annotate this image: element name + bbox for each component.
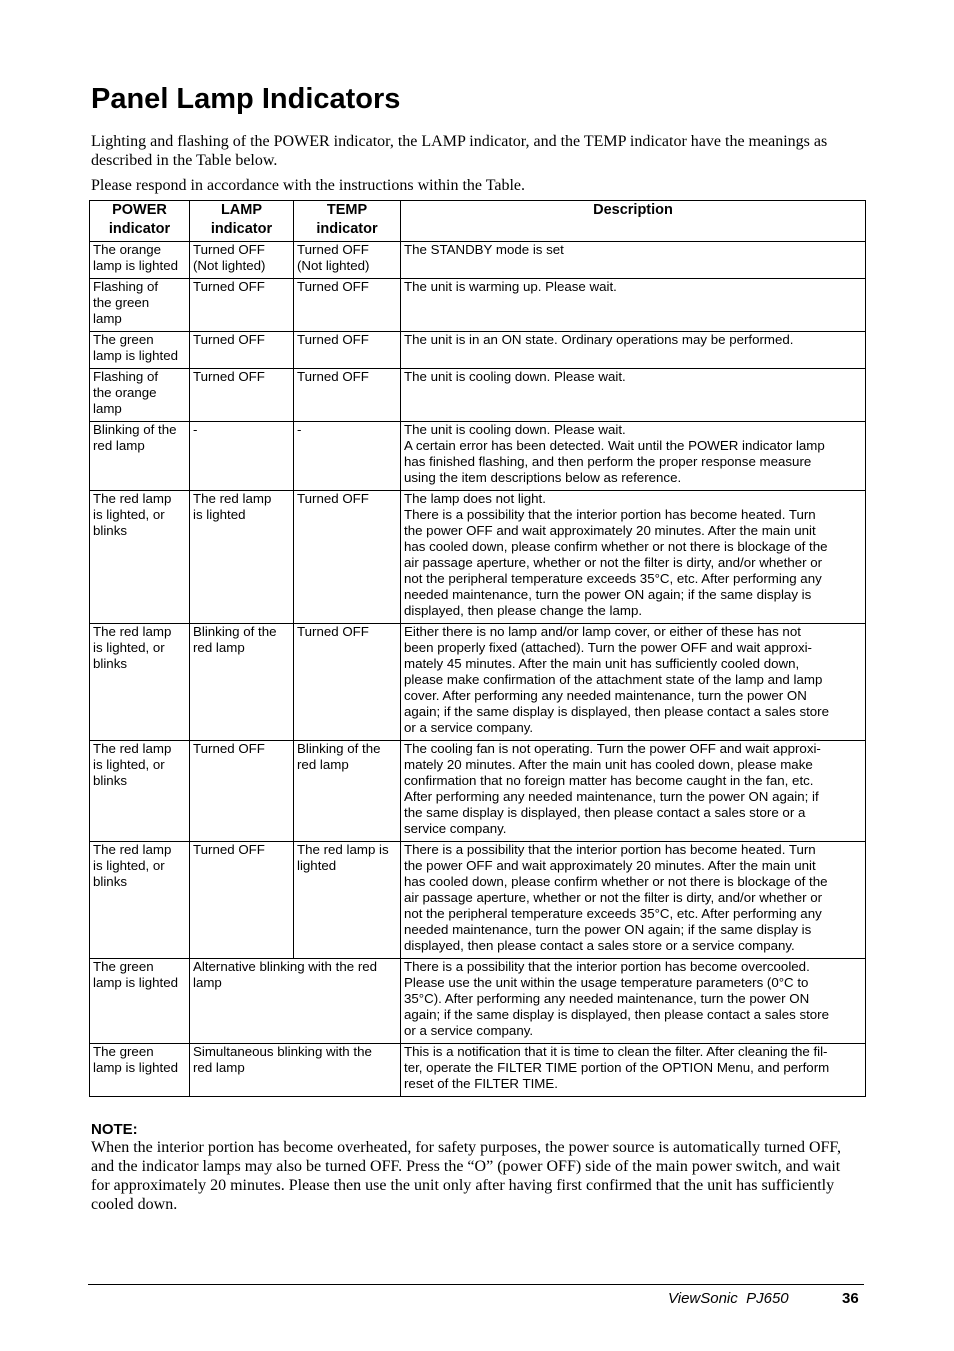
table-row xyxy=(90,422,866,491)
table-row xyxy=(90,242,866,279)
lamp-cell: Turned OFF xyxy=(190,369,294,422)
lamp-temp-cell: Simultaneous blinking with the red lamp xyxy=(190,1044,401,1097)
table-row xyxy=(90,491,866,624)
intro-instruction: Please respond in accordance with the instructions within the Table. xyxy=(91,177,526,194)
table-row xyxy=(90,624,866,741)
power-cell: The orange lamp is lighted xyxy=(90,242,190,279)
table-row xyxy=(90,279,866,332)
power-cell: The green lamp is lighted xyxy=(90,959,190,1044)
indicator-table xyxy=(89,200,866,1097)
description-cell: The unit is warming up. Please wait. xyxy=(401,279,866,332)
lamp-temp-cell: Alternative blinking with the red lamp xyxy=(190,959,401,1044)
table-row xyxy=(90,842,866,959)
power-cell: The green lamp is lighted xyxy=(90,1044,190,1097)
power-cell: The red lamp is lighted, or blinks xyxy=(90,491,190,624)
lamp-cell: The red lamp is lighted xyxy=(190,491,294,624)
note-body: When the interior portion has become overheated, for safety purposes, the power source is automatically turned OFF, and the indicator lamps may also be turned OFF. Press the “O” (power OFF) side of the main power switch, and wait for approximately 20 minutes. Please then use the unit only after having first confirmed that the unit has sufficiently cooled down. xyxy=(91,1139,842,1213)
header-temp: TEMP indicator xyxy=(294,201,401,242)
footer-brand: ViewSonic PJ650 xyxy=(668,1290,789,1307)
header-description: Description xyxy=(401,201,866,242)
description-cell: There is a possibility that the interior portion has become overcooled. Please use the unit within the usage temperature parameters (0°C to 35°C). After performing any needed maintenance, turn the power ON again; if the same display is displayed, then please contact a sales store or a service company. xyxy=(401,959,866,1044)
temp-cell: Turned OFF (Not lighted) xyxy=(294,242,401,279)
temp-cell: Turned OFF xyxy=(294,624,401,741)
table-row xyxy=(90,369,866,422)
power-cell: The red lamp is lighted, or blinks xyxy=(90,741,190,842)
description-cell: There is a possibility that the interior portion has become heated. Turn the power OFF and wait approximately 20 minutes. After the main unit has cooled down, please confirm whether or not there is blockage of the air passage aperture, whether or not the filter is dirty, and/or whether or not the peripheral temperature exceeds 35°C, etc. After performing any needed maintenance, turn the power ON again; if the same display is displayed, then please contact a sales store or a service company. xyxy=(401,842,866,959)
power-cell: The red lamp is lighted, or blinks xyxy=(90,842,190,959)
temp-cell: Turned OFF xyxy=(294,491,401,624)
description-cell: The unit is cooling down. Please wait. xyxy=(401,369,866,422)
power-cell: Flashing of the green lamp xyxy=(90,279,190,332)
temp-cell: The red lamp is lighted xyxy=(294,842,401,959)
header-power: POWER indicator xyxy=(90,201,190,242)
description-cell: The unit is cooling down. Please wait. A certain error has been detected. Wait until the POWER indicator lamp has finished flashing, and then perform the proper response measure using the item descriptions below as reference. xyxy=(401,422,866,491)
temp-cell: - xyxy=(294,422,401,491)
table-row xyxy=(90,741,866,842)
description-cell: This is a notification that it is time to clean the filter. After cleaning the fil- ter, operate the FILTER TIME portion of the OPTION Menu, and perform reset of the FILTER TIME. xyxy=(401,1044,866,1097)
note-heading: NOTE: xyxy=(91,1121,138,1138)
lamp-cell: Turned OFF (Not lighted) xyxy=(190,242,294,279)
lamp-cell: Turned OFF xyxy=(190,332,294,369)
lamp-cell: Turned OFF xyxy=(190,842,294,959)
temp-cell: Turned OFF xyxy=(294,279,401,332)
power-cell: The red lamp is lighted, or blinks xyxy=(90,624,190,741)
temp-cell: Turned OFF xyxy=(294,332,401,369)
description-cell: The unit is in an ON state. Ordinary operations may be performed. xyxy=(401,332,866,369)
table-row xyxy=(90,332,866,369)
lamp-cell: - xyxy=(190,422,294,491)
lamp-cell: Turned OFF xyxy=(190,279,294,332)
temp-cell: Turned OFF xyxy=(294,369,401,422)
power-cell: Flashing of the orange lamp xyxy=(90,369,190,422)
header-lamp: LAMP indicator xyxy=(190,201,294,242)
description-cell: The STANDBY mode is set xyxy=(401,242,866,279)
page-title: Panel Lamp Indicators xyxy=(91,83,401,115)
power-cell: The green lamp is lighted xyxy=(90,332,190,369)
table-header-row xyxy=(90,201,866,242)
description-cell: The cooling fan is not operating. Turn the power OFF and wait approxi- mately 20 minutes. After the main unit has cooled down, please make confirmation that no foreign matter has become caught in the fan, etc. After performing any needed maintenance, turn the power ON again; if the same display is displayed, then please contact a sales store or a service company. xyxy=(401,741,866,842)
description-cell: Either there is no lamp and/or lamp cover, or either of these has not been properly fixed (attached). Turn the power OFF and wait approxi- mately 45 minutes. After the main unit has sufficiently cooled down, please make confirmation of the attachment state of the lamp and lamp cover. After performing any needed maintenance, turn the power ON again; if the same display is displayed, then please contact a sales store or a service company. xyxy=(401,624,866,741)
lamp-cell: Blinking of the red lamp xyxy=(190,624,294,741)
table-row xyxy=(90,959,866,1044)
lamp-cell: Turned OFF xyxy=(190,741,294,842)
footer-divider xyxy=(88,1284,864,1285)
intro-paragraph: Lighting and flashing of the POWER indicator, the LAMP indicator, and the TEMP indicator have the meanings as described in the Table below. xyxy=(91,133,828,169)
temp-cell: Blinking of the red lamp xyxy=(294,741,401,842)
page-number: 36 xyxy=(842,1290,859,1307)
table-row xyxy=(90,1044,866,1097)
power-cell: Blinking of the red lamp xyxy=(90,422,190,491)
description-cell: The lamp does not light. There is a possibility that the interior portion has become heated. Turn the power OFF and wait approximately 20 minutes. After the main unit has cooled down, please confirm whether or not there is blockage of the air passage aperture, whether or not the filter is dirty, and/or whether or not the peripheral temperature exceeds 35°C, etc. After performing any needed maintenance, turn the power ON again; if the same display is displayed, then please change the lamp. xyxy=(401,491,866,624)
